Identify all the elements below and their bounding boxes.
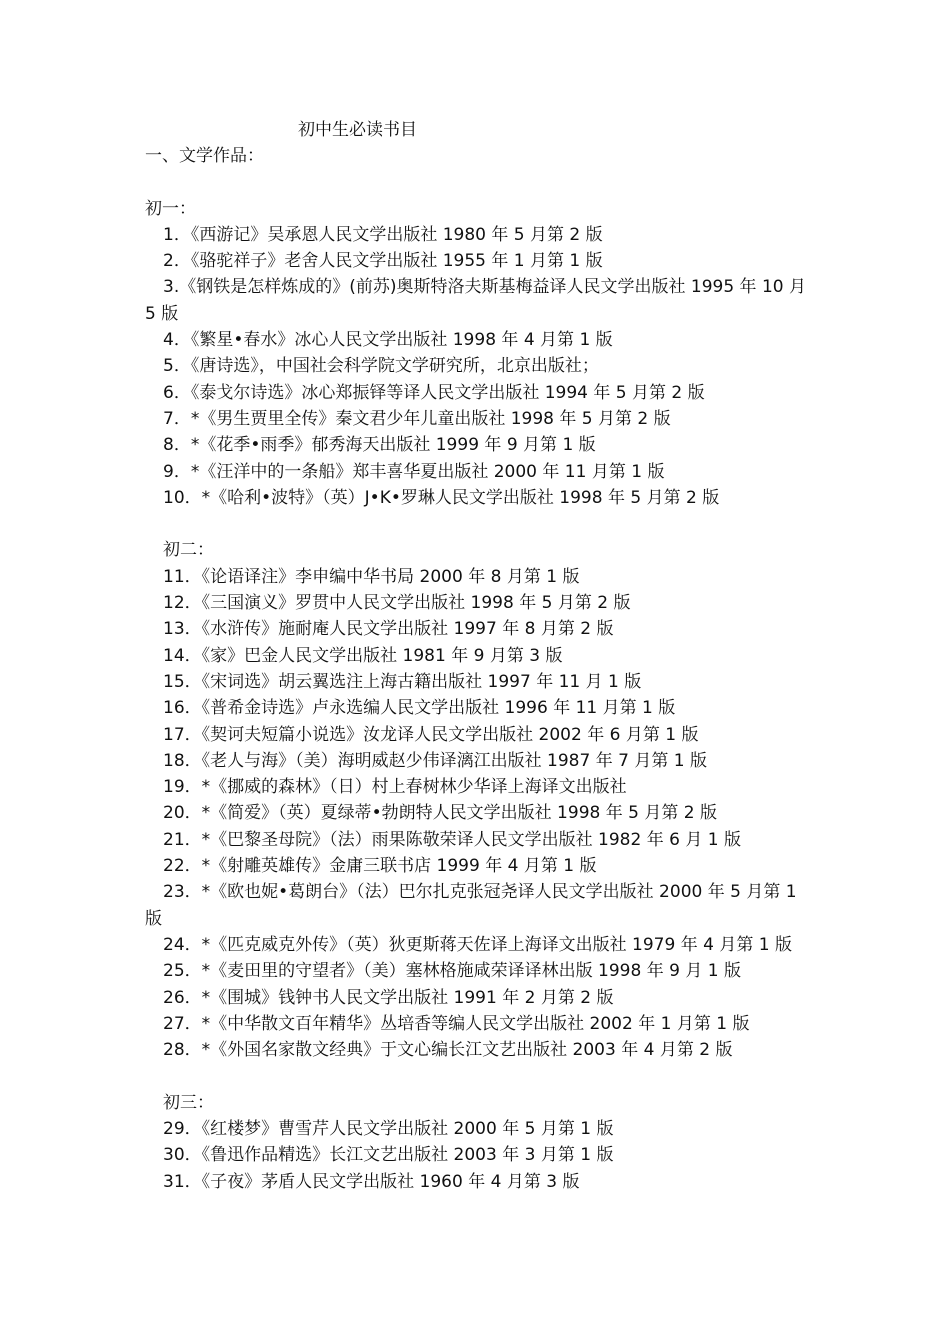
list-item: 28．*《外国名家散文经典》于文心编长江文艺出版社 2003 年 4 月第 2 版 bbox=[163, 1040, 733, 1061]
list-item: 27．*《中华散文百年精华》丛培香等编人民文学出版社 2002 年 1 月第 1 版 bbox=[163, 1013, 750, 1034]
list-item: 12．《三国演义》罗贯中人民文学出版社 1998 年 5 月第 2 版 bbox=[163, 593, 631, 614]
list-item: 19．*《挪威的森林》（日）村上春树林少华译上海译文出版社 bbox=[163, 777, 627, 798]
list-item: 4．《繁星•春水》冰心人民文学出版社 1998 年 4 月第 1 版 bbox=[163, 330, 613, 351]
list-item: 25．*《麦田里的守望者》（美）塞林格施咸荣译译林出版 1998 年 9 月 1 版 bbox=[163, 961, 741, 982]
blank-line bbox=[145, 1063, 813, 1089]
list-item: 3.《钢铁是怎样炼成的》(前苏)奥斯特洛夫斯基梅益译人民文学出版社 1995 年 10 月 5 版 bbox=[145, 277, 806, 324]
list-item: 18．《老人与海》（美）海明威赵少伟译漓江出版社 1987 年 7 月第 1 版 bbox=[163, 750, 707, 771]
list-item: 5．《唐诗选》，中国社会科学院文学研究所，北京出版社； bbox=[163, 356, 599, 377]
grade-label-3: 初三： bbox=[163, 1092, 214, 1113]
grade-label-1: 初一： bbox=[145, 198, 196, 219]
blank-line bbox=[145, 169, 813, 195]
list-item: 30．《鲁迅作品精选》长江文艺出版社 2003 年 3 月第 1 版 bbox=[163, 1145, 614, 1166]
list-item: 22．*《射雕英雄传》金庸三联书店 1999 年 4 月第 1 版 bbox=[163, 856, 597, 877]
section-heading: 一、文学作品： bbox=[145, 146, 264, 166]
list-item: 15．《宋词选》胡云翼选注上海古籍出版社 1997 年 11 月 1 版 bbox=[163, 671, 642, 692]
list-item: 20．*《简爱》（英）夏绿蒂•勃朗特人民文学出版社 1998 年 5 月第 2 版 bbox=[163, 803, 717, 824]
list-item: 2．《骆驼祥子》老舍人民文学出版社 1955 年 1 月第 1 版 bbox=[163, 251, 603, 272]
list-item: 13．《水浒传》施耐庵人民文学出版社 1997 年 8 月第 2 版 bbox=[163, 619, 614, 640]
list-item: 16．《普希金诗选》卢永选编人民文学出版社 1996 年 11 月第 1 版 bbox=[163, 698, 676, 719]
document-body bbox=[145, 143, 813, 1195]
list-item: 17．《契诃夫短篇小说选》汝龙译人民文学出版社 2002 年 6 月第 1 版 bbox=[163, 724, 699, 745]
list-item: 7．*《男生贾里全传》秦文君少年儿童出版社 1998 年 5 月第 2 版 bbox=[163, 408, 671, 429]
list-item: 6．《泰戈尔诗选》冰心郑振铎等译人民文学出版社 1994 年 5 月第 2 版 bbox=[163, 382, 705, 403]
list-item: 23．*《欧也妮•葛朗台》（法）巴尔扎克张冠尧译人民文学出版社 2000 年 5 月第 1 版 bbox=[145, 882, 797, 929]
list-item: 26．*《围城》钱钟书人民文学出版社 1991 年 2 月第 2 版 bbox=[163, 987, 614, 1008]
list-item: 14．《家》巴金人民文学出版社 1981 年 9 月第 3 版 bbox=[163, 645, 563, 666]
list-item: 10．*《哈利•波特》（英）J•K•罗琳人民文学出版社 1998 年 5 月第 2 版 bbox=[163, 487, 720, 508]
blank-line bbox=[145, 511, 813, 537]
list-item: 1．《西游记》吴承恩人民文学出版社 1980 年 5 月第 2 版 bbox=[163, 224, 603, 245]
list-item: 8．*《花季•雨季》郁秀海天出版社 1999 年 9 月第 1 版 bbox=[163, 435, 596, 456]
list-item: 11．《论语译注》李申编中华书局 2000 年 8 月第 1 版 bbox=[163, 566, 580, 587]
list-item: 9．*《汪洋中的一条船》郑丰喜华夏出版社 2000 年 11 月第 1 版 bbox=[163, 461, 665, 482]
grade-label-2: 初二： bbox=[163, 540, 214, 561]
list-item: 29．《红楼梦》曹雪芹人民文学出版社 2000 年 5 月第 1 版 bbox=[163, 1118, 614, 1139]
list-item: 24．*《匹克威克外传》（英）狄更斯蒋天佐译上海译文出版社 1979 年 4 月第 1 版 bbox=[163, 934, 792, 955]
list-item: 31．《子夜》茅盾人民文学出版社 1960 年 4 月第 3 版 bbox=[163, 1171, 580, 1192]
list-item: 21．*《巴黎圣母院》（法）雨果陈敬荣译人民文学出版社 1982 年 6 月 1 版 bbox=[163, 829, 741, 850]
page-title: 初中生必读书目 bbox=[298, 120, 417, 140]
